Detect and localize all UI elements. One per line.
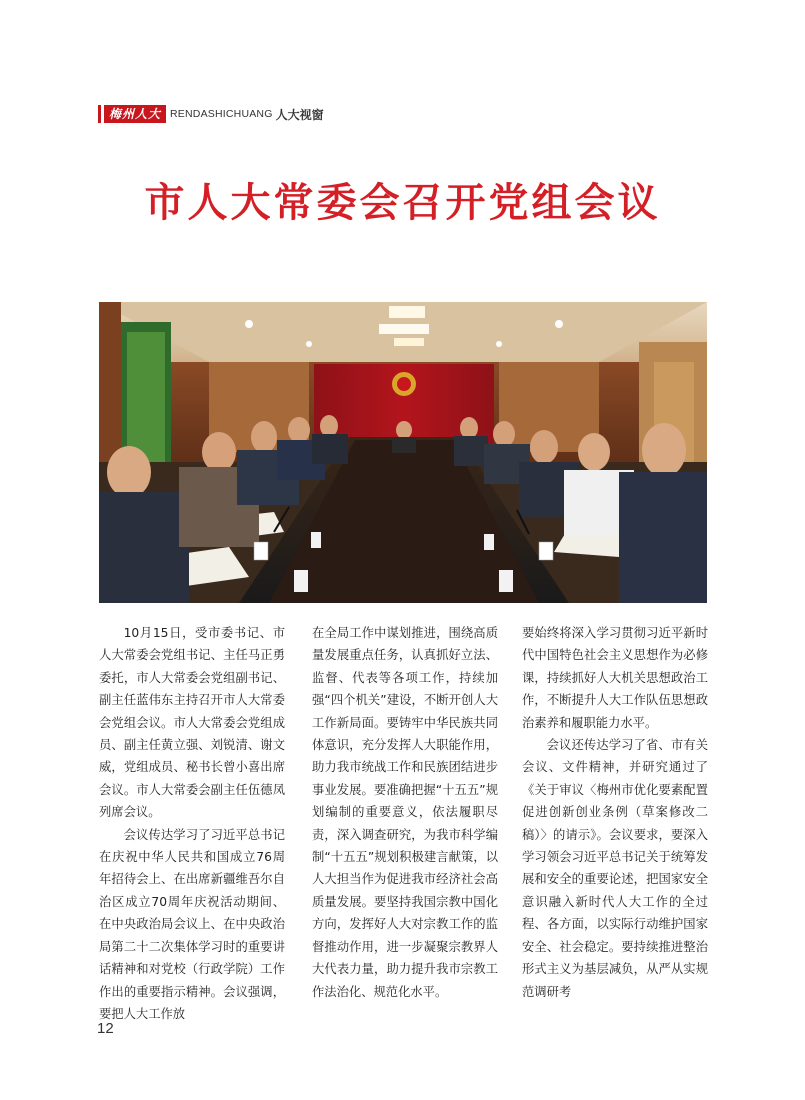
paragraph: 10月15日，受市委书记、市人大常委会党组书记、主任马正勇委托，市人大常委会党组副书记、副主任蓝伟东主持召开市人大常委会党组会议。市人大常委会党组成员、副主任黄立强、刘锐清、谢文威，党组成员、秘书长曾小喜出席会议。市人大常委会副主任伍德凤列席会议。 bbox=[99, 626, 285, 820]
meeting-photo bbox=[99, 302, 707, 603]
article-column-3 bbox=[522, 622, 708, 1003]
paragraph: 会议传达学习了习近平总书记在庆祝中华人民共和国成立76周年招待会上、在出席新疆维吾尔自治区成立70周年庆祝活动期间、在中央政治局会议上、在中央政治局第二十二次集体学习时的重要讲话精神和对党校（行政学院）工作作出的重要指示精神。会议强调，要把人大工作放 bbox=[99, 827, 285, 1021]
header-section: 人大视窗 bbox=[275, 107, 324, 122]
page-number: 12 bbox=[97, 1020, 114, 1037]
article-column-1 bbox=[99, 622, 285, 1025]
header-brand: 梅州人大 bbox=[104, 105, 166, 123]
paragraph: 要始终将深入学习贯彻习近平新时代中国特色社会主义思想作为必修课，持续抓好人大机关思想政治工作，不断提升人大工作队伍思想政治素养和履职能力水平。 bbox=[522, 626, 708, 730]
header-accent-bar bbox=[98, 105, 101, 123]
paragraph: 在全局工作中谋划推进，围绕高质量发展重点任务，认真抓好立法、监督、代表等各项工作，持续加强“四个机关”建设，不断开创人大工作新局面。要铸牢中华民族共同体意识，充分发挥人大职能作用，助力我市统战工作和民族团结进步事业发展。要准确把握“十五五”规划编制的重要意义，依法履职尽责，深入调查研究，为我市科学编制“十五五”规划积极建言献策，以人大担当作为促进我市经济社会高质量发展。要坚持我国宗教中国化方向，发挥好人大对宗教工作的监督推动作用，进一步凝聚宗教界人大代表力量，助力提升我市宗教工作法治化、规范化水平。 bbox=[312, 626, 498, 999]
magazine-header bbox=[98, 104, 324, 124]
paragraph: 会议还传达学习了省、市有关会议、文件精神，并研究通过了《关于审议〈梅州市优化要素配置促进创新创业条例（草案修改二稿）〉的请示》。会议要求，要深入学习领会习近平总书记关于统筹发展和安全的重要论述，把国家安全意识融入新时代人大工作的全过程、各方面，以实际行动维护国家安全、社会稳定。要持续推进整治形式主义为基层减负，从严从实规范调研考 bbox=[522, 738, 708, 999]
header-pinyin: RENDASHICHUANG bbox=[170, 108, 273, 120]
meeting-photo-illustration bbox=[99, 302, 707, 603]
article-column-2 bbox=[312, 622, 498, 1003]
article-title: 市人大常委会召开党组会议 bbox=[144, 179, 661, 226]
